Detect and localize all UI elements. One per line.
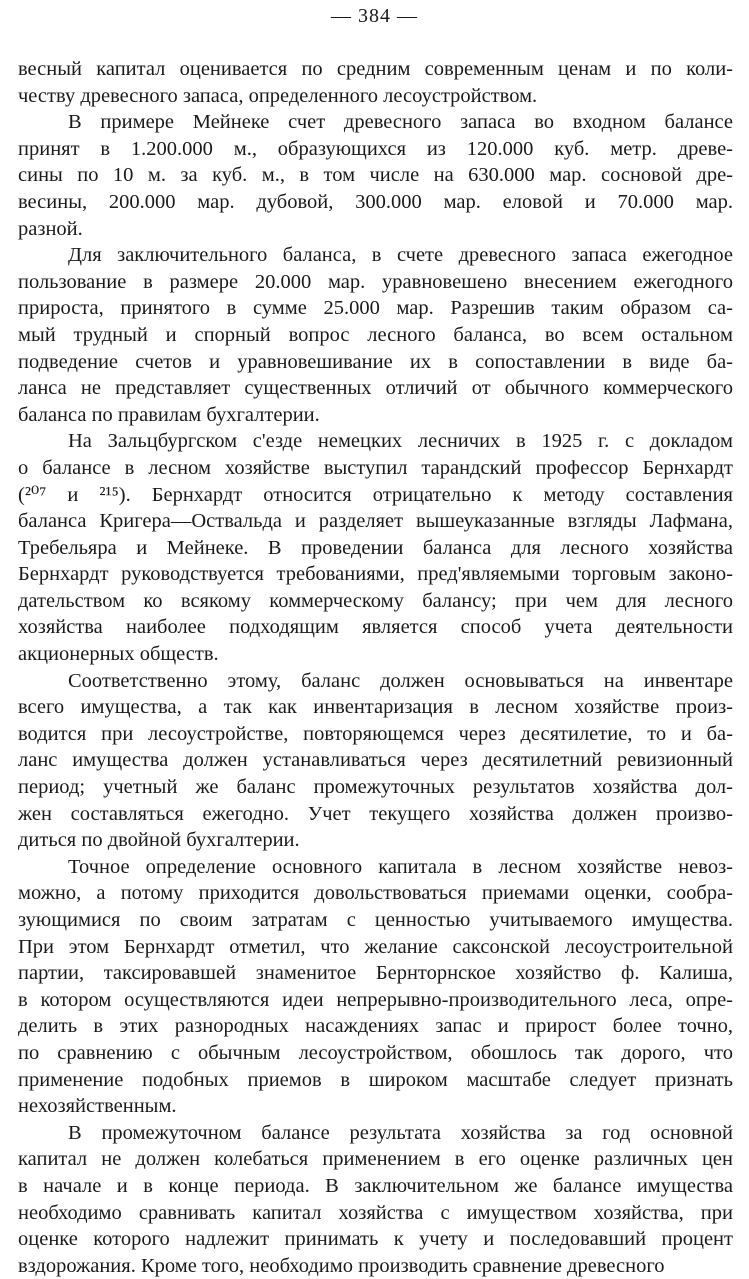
text-line: по сравнению с обычным лесоустройством, обошлось так дорого, что — [18, 1041, 733, 1064]
text-line: прироста, принятого в сумме 25.000 мар. Разрешив таким образом са- — [18, 297, 733, 320]
page-number: — 384 — — [331, 5, 418, 27]
text-line: хозяйства наиболее подходящим является способ учета деятельности — [18, 616, 733, 639]
paragraph — [18, 109, 733, 242]
text-line: В примере Мейнеке счет древесного запаса во входном балансе — [68, 111, 733, 134]
text-line: Точное определение основного капитала в лесном хозяйстве невоз- — [68, 855, 733, 878]
text-line: подведение счетов и уравновешивание их в сопоставлении в виде ба- — [18, 350, 733, 373]
body-text — [18, 56, 733, 1279]
text-line: принят в 1.200.000 м., образующихся из 120.000 куб. метр. древе- — [18, 137, 733, 160]
text-line: капитал не должен колебаться применением в его оценке различных цен — [18, 1148, 733, 1171]
text-line: всего имущества, а так как инвентаризация в лесном хозяйстве произ- — [18, 696, 733, 719]
text-line: период; учетный же баланс промежуточных результатов хозяйства дол- — [18, 776, 733, 799]
text-line: применение подобных приемов в широком масштабе следует признать — [18, 1068, 733, 1091]
text-line: вздорожания. Кроме того, необходимо производить сравнение древесного — [18, 1254, 665, 1277]
text-line: весины, 200.000 мар. дубовой, 300.000 мар. еловой и 70.000 мар. — [18, 190, 733, 213]
paragraph — [18, 854, 733, 1120]
text-line: в начале и в конце периода. В заключительном же балансе имущества — [18, 1174, 733, 1197]
text-line: Бернхардт руководствуется требованиями, пред'являемыми торговым законо- — [18, 563, 733, 586]
text-line: В промежуточном балансе результата хозяйства за год основной — [68, 1121, 733, 1144]
paragraph — [18, 428, 733, 667]
text-line: в котором осуществляются идеи непрерывно-производительного леса, опре- — [18, 988, 733, 1011]
paragraph — [18, 56, 733, 109]
text-line: делить в этих разнородных насаждениях запас и прирост более точно, — [18, 1015, 733, 1038]
text-line: ланс имущества должен устанавливаться через десятилетний ревизионный — [18, 749, 733, 772]
text-line: честву древесного запаса, определенного лесоустройством. — [18, 84, 538, 107]
text-line: нехозяйственным. — [18, 1095, 177, 1118]
text-line: пользование в размере 20.000 мар. уравновешено внесением ежегодного — [18, 270, 733, 293]
paragraph — [18, 242, 733, 428]
text-line: Требельяра и Мейнеке. В проведении баланса для лесного хозяйства — [18, 536, 733, 559]
text-line: баланса Кригера—Оствальда и разделяет вышеуказанные взгляды Лафмана, — [18, 510, 733, 533]
text-line: партии, таксировавшей знаменитое Бернторнское хозяйство ф. Калиша, — [18, 962, 733, 985]
text-line: ланса не представляет существенных отличий от обычного коммерческого — [18, 377, 733, 400]
text-line: акционерных обществ. — [18, 643, 219, 666]
text-line: сины по 10 м. за куб. м., в том числе на 630.000 мар. сосновой дре- — [18, 164, 733, 187]
text-line: водится при лесоустройстве, повторяющемся через десятилетие, то и ба- — [18, 722, 733, 745]
text-line: При этом Бернхардт отметил, что желание саксонской лесоустроительной — [18, 935, 733, 958]
text-line: диться по двойной бухгалтерии. — [18, 829, 300, 852]
text-line: разной. — [18, 217, 83, 240]
text-line: (²⁰⁷ и ²¹⁵). Бернхардт относится отрицательно к методу составления — [18, 483, 733, 506]
text-line: зующимися по своим затратам с ценностью учитываемого имущества. — [18, 909, 733, 931]
text-line: весный капитал оценивается по средним современным ценам и по коли- — [18, 58, 733, 80]
text-line: мый трудный и спорный вопрос лесного баланса, во всем остальном — [18, 323, 733, 346]
text-line: Для заключительного баланса, в счете древесного запаса ежегодное — [68, 244, 733, 267]
text-line: необходимо сравнивать капитал хозяйства с имуществом хозяйства, при — [18, 1201, 733, 1224]
text-line: баланса по правилам бухгалтерии. — [18, 403, 320, 426]
paragraph — [18, 668, 733, 854]
text-line: жен составляться ежегодно. Учет текущего хозяйства должен произво- — [18, 802, 733, 825]
text-line: оценке которого надлежит принимать к учету и последовавший процент — [18, 1228, 733, 1251]
text-line: можно, а потому приходится довольствоваться приемами оценки, сообра- — [18, 882, 733, 905]
text-line: На Зальцбургском с'езде немецких лесничих в 1925 г. с докладом — [68, 430, 733, 453]
paragraph — [18, 1120, 733, 1279]
text-line: о балансе в лесном хозяйстве выступил тарандский профессор Бернхардт — [18, 456, 733, 479]
text-line: дательством ко всякому коммерческому балансу; при чем для лесного — [18, 589, 733, 612]
text-line: Соответственно этому, баланс должен основываться на инвентаре — [68, 669, 733, 692]
